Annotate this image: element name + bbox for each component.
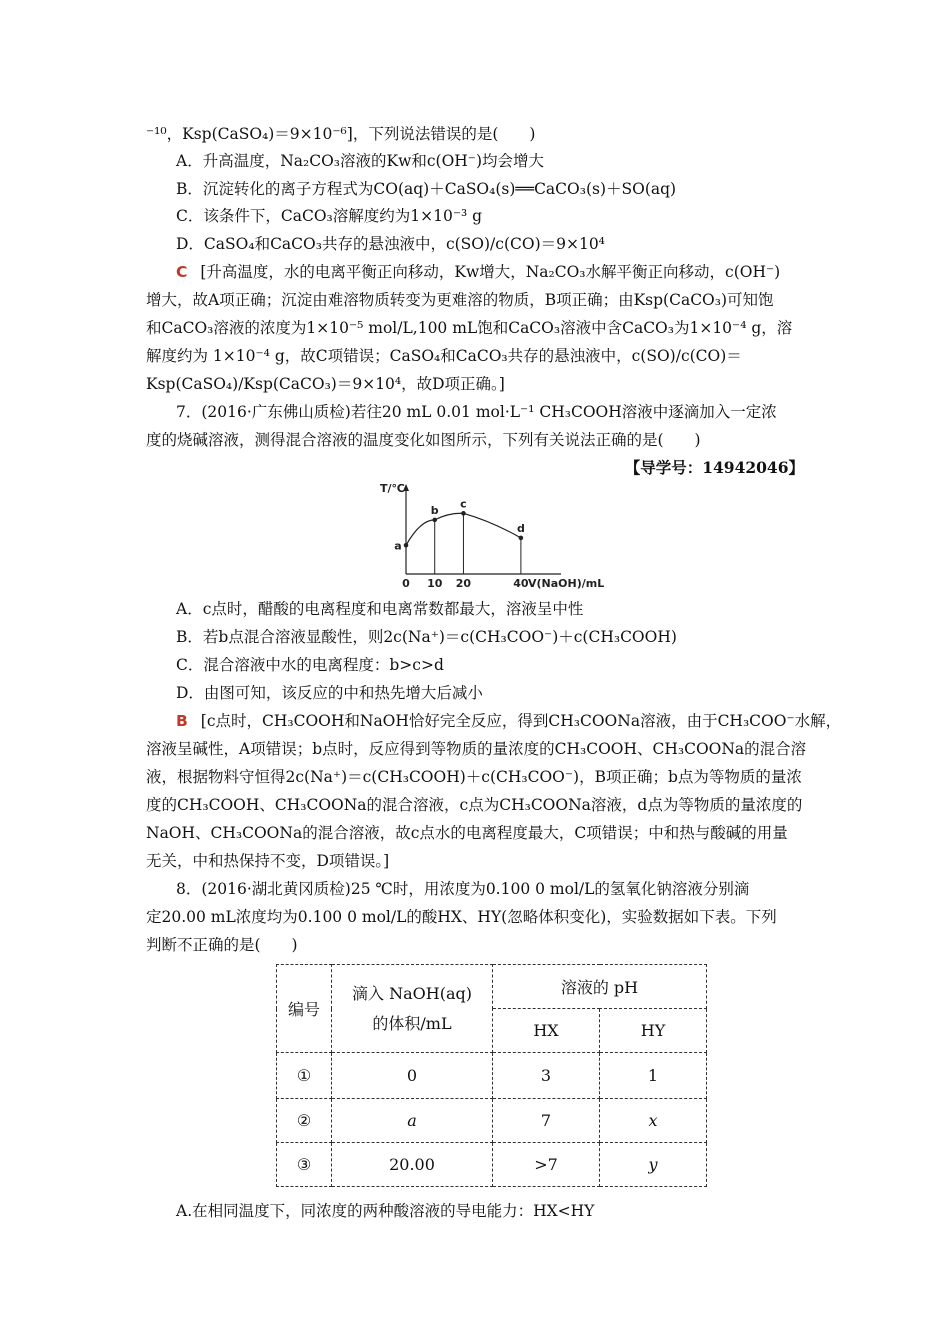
- q7-answer-letter: B: [176, 712, 188, 730]
- q6-explanation-1: [升高温度，水的电离平衡正向移动，Kw增大，Na₂CO₃水解平衡正向移动，c(OH⁻): [200, 263, 781, 281]
- titration-table: [276, 964, 707, 1187]
- chart-axes: [402, 484, 561, 590]
- x-tick-label: 10: [427, 577, 443, 590]
- chart-marks: [394, 497, 525, 574]
- header-ph: 溶液的 pH: [493, 965, 707, 1009]
- q6-explanation-5: Ksp(CaSO₄)/Ksp(CaCO₃)＝9×10⁴，故D项正确。]: [146, 375, 505, 393]
- q7-explanation-4: 度的CH₃COOH、CH₃COONa的混合溶液，c点为CH₃COONa溶液，d点为等物质的量浓度的: [146, 796, 803, 814]
- q8-stem-2: 定20.00 mL浓度均为0.100 0 mol/L的酸HX、HY(忽略体积变化)，实验数据如下表。下列: [146, 908, 777, 926]
- table-row: [277, 1143, 707, 1187]
- q6-answer-letter: C: [176, 263, 188, 281]
- header-volume: [332, 965, 493, 1053]
- chart-xlabel: V(NaOH)/mL: [528, 577, 605, 590]
- point-a: [404, 543, 409, 548]
- q6-explanation-4: 解度约为 1×10⁻⁴ g，故C项错误；CaSO₄和CaCO₃共存的悬浊液中，c(SO)/c(CO)＝: [146, 347, 742, 365]
- header-volume-line2: 的体积/mL: [372, 1013, 452, 1033]
- q6-explanation-3: 和CaCO₃溶液的浓度为1×10⁻⁵ mol/L,100 mL饱和CaCO₃溶液中含CaCO₃为1×10⁻⁴ g，溶: [146, 319, 793, 337]
- point-d: [519, 536, 524, 541]
- point-label-a: a: [394, 539, 402, 553]
- x-tick-label: 20: [455, 577, 472, 590]
- q6-answer-line: [176, 262, 780, 282]
- q7-guide-number: 【导学号：14942046】: [624, 458, 804, 477]
- x-tick-label: 40: [513, 577, 529, 590]
- q6-stem-tail: ⁻¹⁰，Ksp(CaSO₄)＝9×10⁻⁶]，下列说法错误的是( ): [146, 125, 536, 143]
- q8-option-a: A.在相同温度下，同浓度的两种酸溶液的导电能力：HX<HY: [176, 1202, 595, 1220]
- table-row: [277, 1053, 707, 1099]
- q7-option-a: A．c点时，醋酸的电离程度和电离常数都最大，溶液呈中性: [176, 600, 584, 618]
- header-hy: HY: [600, 1009, 707, 1053]
- q8-stem-3: 判断不正确的是( ): [146, 936, 298, 954]
- table-row: [277, 1099, 707, 1143]
- header-no: 编号: [277, 965, 332, 1053]
- point-label-d: d: [516, 521, 525, 535]
- row-volume: 20.00: [332, 1143, 493, 1187]
- q8-stem-1: 8．(2016·湖北黄冈质检)25 ℃时，用浓度为0.100 0 mol/L的氢氧化钠溶液分别滴: [176, 880, 750, 898]
- row-no: ①: [277, 1053, 332, 1099]
- q7-explanation-1: [c点时，CH₃COOH和NaOH恰好完全反应，得到CH₃COONa溶液，由于CH₃COO⁻水解，: [200, 712, 842, 730]
- point-b: [432, 518, 437, 523]
- point-label-b: b: [430, 503, 439, 517]
- q7-option-d: D．由图可知，该反应的中和热先增大后减小: [176, 684, 483, 702]
- header-hx: HX: [493, 1009, 600, 1053]
- q7-stem-2: 度的烧碱溶液，测得混合溶液的温度变化如图所示，下列有关说法正确的是( ): [146, 431, 701, 449]
- q7-explanation-5: NaOH、CH₃COONa的混合溶液，故c点水的电离程度最大，C项错误；中和热与酸碱的用量: [146, 824, 788, 842]
- q6-option-c: C．该条件下，CaCO₃溶解度约为1×10⁻³ g: [176, 207, 483, 225]
- row-ph-hx: 7: [493, 1099, 600, 1143]
- row-volume: 0: [332, 1053, 493, 1099]
- q7-answer-line: [176, 711, 841, 731]
- row-ph-hx: 3: [493, 1053, 600, 1099]
- row-no: ②: [277, 1099, 332, 1143]
- row-ph-hy: x: [600, 1099, 707, 1143]
- row-volume: a: [332, 1099, 493, 1143]
- q7-option-b: B．若b点混合溶液显酸性，则2c(Na⁺)＝c(CH₃COO⁻)＋c(CH₃COOH): [176, 628, 677, 646]
- point-c: [461, 511, 466, 516]
- q7-explanation-2: 溶液呈碱性，A项错误；b点时，反应得到等物质的量浓度的CH₃COOH、CH₃COONa的混合溶: [146, 740, 807, 758]
- point-label-c: c: [460, 497, 467, 511]
- q7-explanation-6: 无关，中和热保持不变，D项错误。]: [146, 852, 390, 870]
- q6-option-d: D．CaSO₄和CaCO₃共存的悬浊液中，c(SO)/c(CO)＝9×10⁴: [176, 235, 605, 253]
- row-ph-hx: >7: [493, 1143, 600, 1187]
- q7-explanation-3: 液，根据物料守恒得2c(Na⁺)＝c(CH₃COOH)＋c(CH₃COO⁻)，B项正确；b点为等物质的量浓: [146, 768, 802, 786]
- q6-explanation-2: 增大，故A项正确；沉淀由难溶物质转变为更难溶的物质，B项正确；由Ksp(CaCO₃)可知饱: [146, 291, 774, 309]
- q7-stem-1: 7．(2016·广东佛山质检)若往20 mL 0.01 mol·L⁻¹ CH₃COOH溶液中逐滴加入一定浓: [176, 403, 777, 421]
- x-tick-label: 0: [402, 577, 410, 590]
- row-ph-hy: y: [600, 1143, 707, 1187]
- header-volume-line1: 滴入 NaOH(aq): [352, 983, 472, 1003]
- q6-option-a: A．升高温度，Na₂CO₃溶液的Kw和c(OH⁻)均会增大: [176, 152, 545, 170]
- row-no: ③: [277, 1143, 332, 1187]
- q6-option-b: B．沉淀转化的离子方程式为CO(aq)＋CaSO₄(s)══CaCO₃(s)＋SO(aq): [176, 180, 677, 198]
- q7-option-c: C．混合溶液中水的电离程度：b>c>d: [176, 656, 444, 674]
- chart-ylabel: T/℃: [380, 482, 405, 495]
- temperature-chart: [370, 478, 620, 594]
- row-ph-hy: 1: [600, 1053, 707, 1099]
